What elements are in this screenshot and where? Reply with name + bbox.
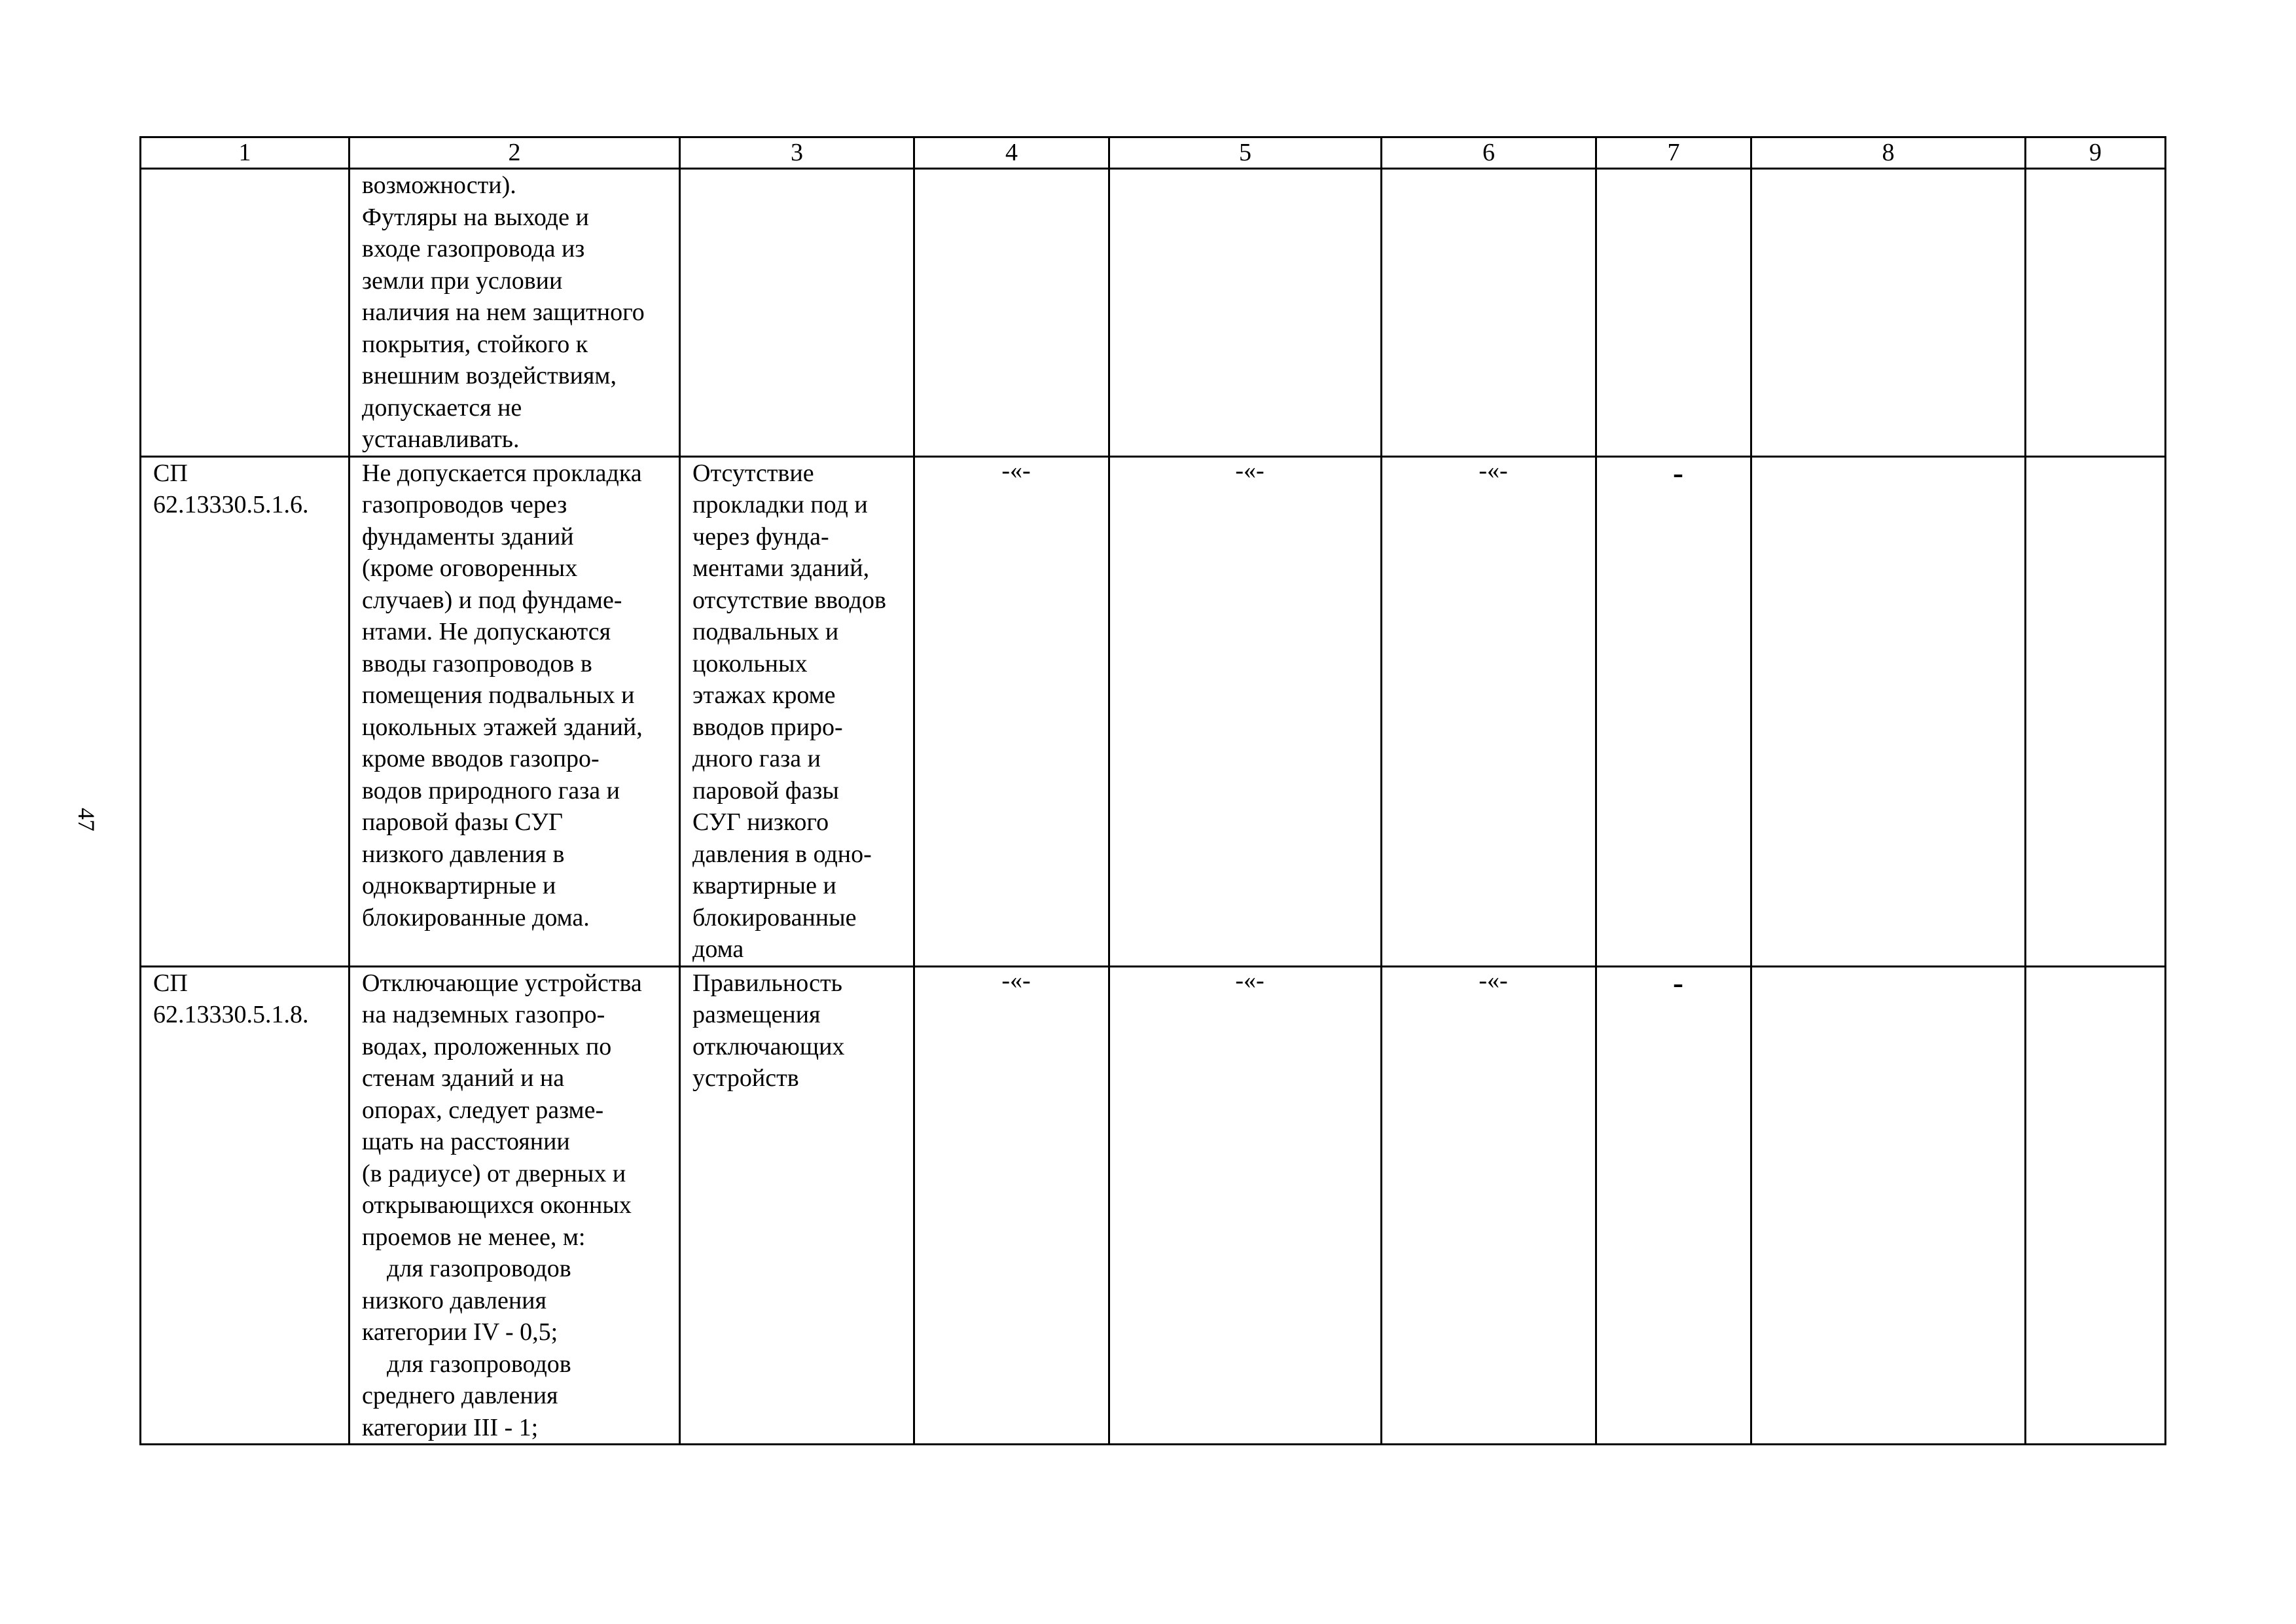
- cell-text-line: ментами зданий,: [692, 554, 870, 582]
- cell-text-line: водов природного газа и: [362, 776, 620, 804]
- col6-cell: -«-: [1382, 966, 1596, 1445]
- cell-text-line: (в радиусе) от дверных и: [362, 1159, 626, 1187]
- page-number: 47: [73, 808, 99, 831]
- col8-cell: [1751, 456, 2026, 966]
- cell-text-line: допускается не: [362, 393, 522, 422]
- col4-cell: -«-: [914, 456, 1109, 966]
- cell-text-line: возможности).: [362, 171, 516, 199]
- col8-cell: [1751, 169, 2026, 457]
- cell-text-line: открывающихся оконных: [362, 1191, 632, 1219]
- cell-text-line: для газопроводов: [362, 1350, 571, 1378]
- cell-text-line: наличия на нем защитного: [362, 298, 645, 326]
- cell-text-line: газопроводов через: [362, 491, 567, 518]
- reference-cell: [141, 966, 350, 1445]
- table-header-row: [141, 137, 2166, 169]
- cell-text-line: паровой фазы: [692, 776, 839, 804]
- cell-text-line: опорах, следует разме-: [362, 1096, 604, 1124]
- cell-text-line: покрытия, стойкого к: [362, 330, 588, 358]
- header-cell-6: 6: [1382, 137, 1596, 169]
- col9-cell: [2026, 456, 2166, 966]
- cell-text-line: помещения подвальных и: [362, 681, 635, 709]
- header-cell-9: 9: [2026, 137, 2166, 169]
- cell-text-line: категории IV - 0,5;: [362, 1318, 558, 1346]
- cell-text-line: для газопроводов: [362, 1255, 571, 1282]
- cell-text-line: прокладки под и: [692, 491, 868, 518]
- col5-cell: -«-: [1109, 966, 1382, 1445]
- cell-text-line: фундаменты зданий: [362, 522, 574, 550]
- col5-cell: [1109, 169, 1382, 457]
- reference-cell: [141, 456, 350, 966]
- cell-text-line: дного газа и: [692, 745, 821, 772]
- cell-text-line: низкого давления: [362, 1286, 547, 1314]
- cell-text-line: отключающих: [692, 1032, 845, 1060]
- table-row: [141, 966, 2166, 1445]
- col8-cell: [1751, 966, 2026, 1445]
- cell-text-line: цокольных этажей зданий,: [362, 713, 643, 741]
- check-cell: [680, 169, 914, 457]
- header-cell-8: 8: [1751, 137, 2026, 169]
- cell-text-line: среднего давления: [362, 1382, 558, 1409]
- col4-cell: -«-: [914, 966, 1109, 1445]
- col9-cell: [2026, 169, 2166, 457]
- requirement-cell: [350, 456, 680, 966]
- col7-cell: -: [1596, 456, 1751, 966]
- cell-text-line: земли при условии: [362, 266, 563, 295]
- check-cell: [680, 456, 914, 966]
- col5-cell: -«-: [1109, 456, 1382, 966]
- cell-text-line: Футляры на выходе и: [362, 203, 589, 231]
- cell-text-line: водах, проложенных по: [362, 1032, 612, 1060]
- cell-text-line: нтами. Не допускаются: [362, 618, 611, 645]
- cell-text-line: паровой фазы СУГ: [362, 808, 563, 836]
- reference-cell: [141, 169, 350, 457]
- cell-text-line: СУГ низкого: [692, 808, 829, 836]
- check-cell: [680, 966, 914, 1445]
- col7-cell: [1596, 169, 1751, 457]
- col4-cell: [914, 169, 1109, 457]
- header-cell-1: 1: [141, 137, 350, 169]
- header-cell-3: 3: [680, 137, 914, 169]
- requirement-cell: [350, 169, 680, 457]
- cell-text-line: через фунда-: [692, 522, 829, 550]
- cell-text-line: низкого давления в: [362, 840, 565, 868]
- cell-text-line: Отсутствие: [692, 459, 814, 487]
- table-row: [141, 456, 2166, 966]
- cell-text-line: внешним воздействиям,: [362, 362, 617, 389]
- cell-text-line: Не допускается прокладка: [362, 459, 642, 487]
- cell-text-line: на надземных газопро-: [362, 1001, 605, 1028]
- cell-text-line: отсутствие вводов: [692, 586, 886, 614]
- header-cell-2: 2: [350, 137, 680, 169]
- cell-text-line: проемов не менее, м:: [362, 1223, 586, 1251]
- col6-cell: -«-: [1382, 456, 1596, 966]
- col6-cell: [1382, 169, 1596, 457]
- cell-text-line: устройств: [692, 1064, 799, 1092]
- cell-text-line: устанавливать.: [362, 425, 520, 453]
- cell-text-line: категории III - 1;: [362, 1413, 539, 1441]
- cell-text-line: СП: [153, 459, 188, 487]
- col9-cell: [2026, 966, 2166, 1445]
- cell-text-line: блокированные дома.: [362, 903, 590, 931]
- requirement-cell: [350, 966, 680, 1445]
- cell-text-line: стенам зданий и на: [362, 1064, 565, 1092]
- header-cell-7: 7: [1596, 137, 1751, 169]
- cell-text-line: этажах кроме: [692, 681, 836, 709]
- cell-text-line: размещения: [692, 1001, 821, 1028]
- cell-text-line: цокольных: [692, 649, 808, 677]
- cell-text-line: случаев) и под фундаме-: [362, 586, 622, 614]
- col7-cell: -: [1596, 966, 1751, 1445]
- cell-text-line: Отключающие устройства: [362, 969, 642, 997]
- cell-text-line: СП: [153, 969, 188, 997]
- cell-text-line: блокированные: [692, 903, 857, 931]
- requirements-table: [139, 136, 2166, 1445]
- cell-text-line: вводы газопроводов в: [362, 649, 592, 677]
- cell-text-line: давления в одно-: [692, 840, 872, 868]
- cell-text-line: дома: [692, 935, 744, 963]
- cell-text-line: кроме вводов газопро-: [362, 745, 600, 772]
- cell-text-line: 62.13330.5.1.6.: [153, 491, 309, 518]
- cell-text-line: щать на расстоянии: [362, 1128, 570, 1155]
- header-cell-4: 4: [914, 137, 1109, 169]
- header-cell-5: 5: [1109, 137, 1382, 169]
- cell-text-line: вводов приро-: [692, 713, 843, 741]
- cell-text-line: подвальных и: [692, 618, 839, 645]
- cell-text-line: 62.13330.5.1.8.: [153, 1001, 309, 1028]
- cell-text-line: квартирные и: [692, 872, 836, 899]
- cell-text-line: (кроме оговоренных: [362, 554, 578, 582]
- cell-text-line: входе газопровода из: [362, 235, 585, 262]
- cell-text-line: Правильность: [692, 969, 842, 997]
- table-row: [141, 169, 2166, 457]
- cell-text-line: одноквартирные и: [362, 872, 556, 899]
